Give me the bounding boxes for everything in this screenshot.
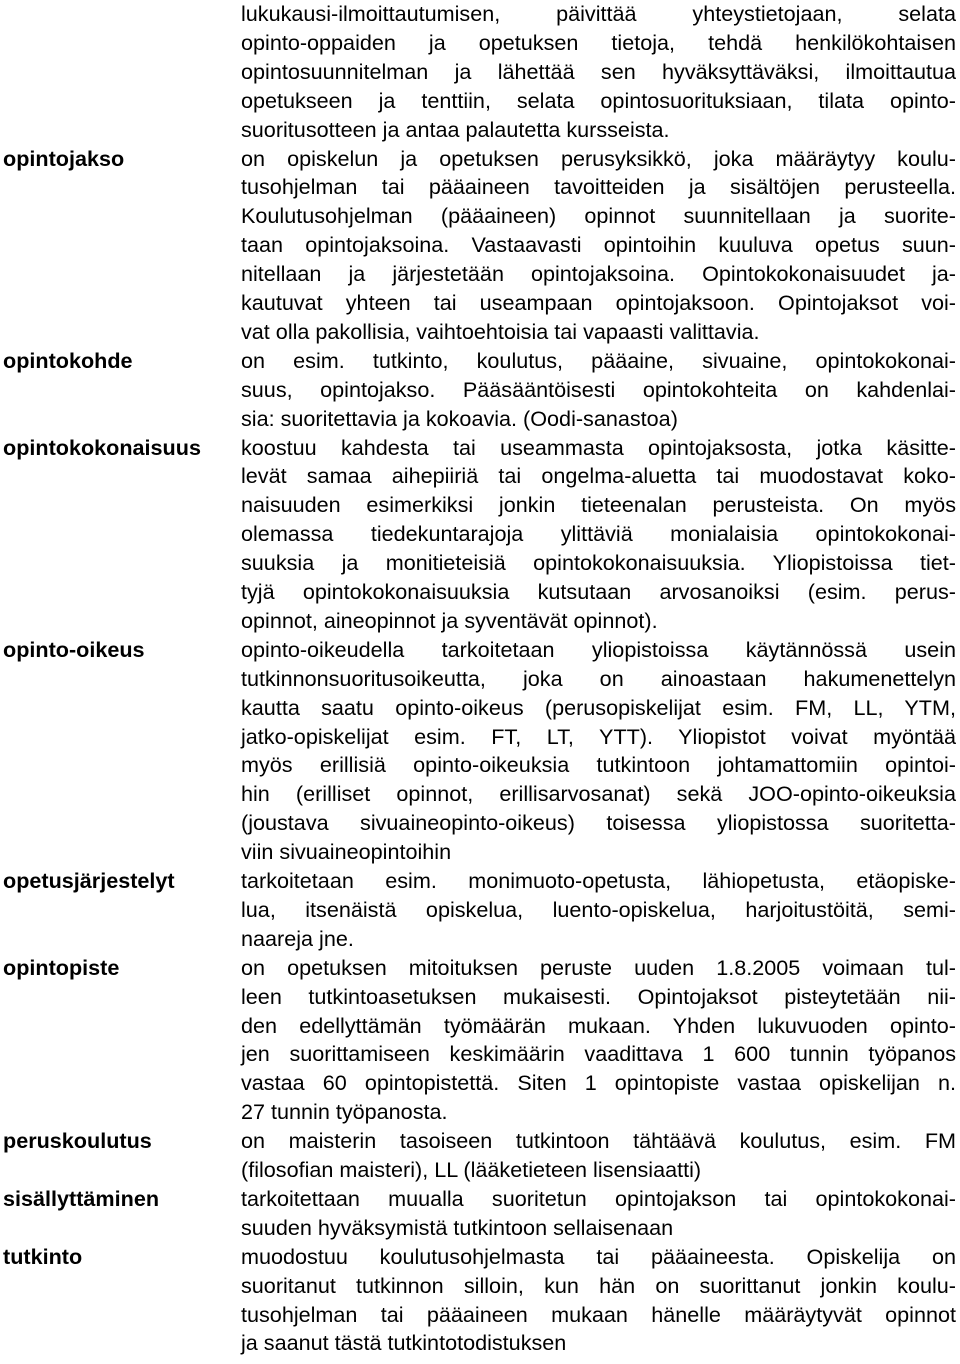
glossary-definition-line: viin sivuaineopintoihin: [241, 839, 452, 865]
glossary-definition-line: nitellaan ja järjestetään opintojaksoina. Opintokokonaisuudet ja-: [241, 261, 956, 287]
continuation-line: opetukseen ja tenttiin, selata opintosuorituksiaan, tilata opinto-: [241, 87, 956, 113]
glossary-definition-line: suoritanut tutkinnon silloin, kun hän on suorittanut jonkin koulu-: [241, 1272, 956, 1298]
glossary-definition-line: vastaa 60 opintopistettä. Siten 1 opintopiste vastaa opiskelijan n.: [241, 1070, 956, 1096]
glossary-term: opinto-oikeus: [3, 636, 145, 662]
glossary-definition-line: suuksia ja monitieteisiä opintokokonaisuuksia. Yliopistoissa tiet-: [241, 550, 956, 576]
glossary-definition-line: myös erillisiä opinto-oikeuksia tutkintoon johtamattomiin opintoi-: [241, 752, 956, 778]
glossary-definition-line: suus, opintojakso. Pääsääntöisesti opintokohteita on kahdenlai-: [241, 376, 956, 402]
glossary-term: opintojakso: [3, 145, 125, 171]
glossary-term: sisällyttäminen: [3, 1185, 160, 1211]
glossary-definition-line: suuden hyväksymistä tutkintoon sellaisenaan: [241, 1214, 674, 1240]
continuation-line: opintosuunnitelman ja lähettää sen hyväksyttäväksi, ilmoittautua: [241, 58, 956, 84]
glossary-term: opetusjärjestelyt: [3, 868, 175, 893]
glossary-definition-line: kautuvat yhteen tai useampaan opintojaksoon. Opintojaksot voi-: [241, 290, 956, 315]
glossary-definition-line: kautta saatu opinto-oikeus (perusopiskelijat esim. FM, LL, YTM,: [241, 694, 956, 720]
glossary-definition-line: opinnot, aineopinnot ja syventävät opinnot).: [241, 607, 658, 633]
glossary-definition-line: levät samaa aihepiiriä tai ongelma-aluetta tai muodostavat koko-: [241, 463, 956, 489]
glossary-definition-line: olemassa tiedekuntarajoja ylittäviä monialaisia opintokokonai-: [241, 521, 956, 547]
glossary-definition-line: jatko-opiskelijat esim. FT, LT, YTT). Yliopistot voivat myöntää: [241, 723, 956, 749]
glossary-definition-line: on maisterin tasoiseen tutkintoon tähtäävä koulutus, esim. FM: [241, 1128, 956, 1154]
glossary-term: tutkinto: [3, 1243, 83, 1269]
glossary-definition-line: leen tutkintoasetuksen mukaisesti. Opintojaksot pisteytetään nii-: [241, 983, 956, 1009]
glossary-definition-line: naareja jne.: [241, 925, 354, 951]
glossary-term: opintopiste: [3, 954, 120, 980]
glossary-definition-line: tutkinnonsuoritusoikeutta, joka on ainoastaan hakumenettelyn: [241, 665, 956, 691]
continuation-line: suoritusotteen ja antaa palautetta kursseista.: [241, 116, 670, 142]
continuation-line: opinto-oppaiden ja opetuksen tietoja, tehdä henkilökohtaisen: [241, 29, 956, 55]
glossary-definition-line: opinto-oikeudella tarkoitetaan yliopistoissa käytännössä usein: [241, 636, 956, 662]
glossary-definition-line: muodostuu koulutusohjelmasta tai pääaineesta. Opiskelija on: [241, 1243, 956, 1269]
glossary-definition-line: (joustava sivuaineopinto-oikeus) toisessa yliopistossa suoritetta-: [241, 810, 956, 836]
glossary-definition-line: on opetuksen mitoituksen peruste uuden 1.8.2005 voimaan tul-: [241, 954, 956, 980]
continuation-line: lukukausi-ilmoittautumisen, päivittää yhteystietojaan, selata: [241, 1, 956, 26]
glossary-definition-line: on esim. tutkinto, koulutus, pääaine, sivuaine, opintokokonai-: [241, 347, 956, 373]
glossary-definition-line: tarkoitetaan esim. monimuoto-opetusta, lähiopetusta, etäopiske-: [241, 868, 956, 893]
glossary-term: peruskoulutus: [3, 1128, 152, 1154]
glossary-definition-line: tusohjelman tai pääaineen tavoitteiden ja sisältöjen perusteella.: [241, 174, 956, 200]
glossary-term: opintokohde: [3, 347, 133, 373]
glossary-definition-line: tyjä opintokokonaisuuksia kutsutaan arvosanoiksi (esim. perus-: [241, 579, 956, 604]
glossary-definition-line: vat olla pakollisia, vaihtoehtoisia tai vapaasti valittavia.: [241, 318, 760, 344]
glossary-definition-line: (filosofian maisteri), LL (lääketieteen lisensiaatti): [241, 1157, 702, 1182]
glossary-definition-line: 27 tunnin työpanosta.: [241, 1099, 448, 1125]
glossary-definition-line: tusohjelman tai pääaineen mukaan hänelle määräytyvät opinnot: [241, 1301, 956, 1327]
glossary-definition-line: tarkoitettaan muualla suoritetun opintojakson tai opintokokonai-: [241, 1185, 956, 1211]
glossary-definition-line: on opiskelun ja opetuksen perusyksikkö, joka määräytyy koulu-: [241, 145, 956, 171]
glossary-definition-line: den edellyttämän työmäärän mukaan. Yhden lukuvuoden opinto-: [241, 1012, 956, 1038]
glossary-definition-line: Koulutusohjelman (pääaineen) opinnot suunnitellaan ja suorite-: [241, 203, 956, 229]
glossary-definition-line: hin (erilliset opinnot, erillisarvosanat) sekä JOO-opinto-oikeuksia: [241, 781, 956, 807]
glossary-definition-line: naisuuden esimerkiksi jonkin tieteenalan perusteista. On myös: [241, 492, 956, 518]
glossary-definition-line: sia: suoritettavia ja kokoavia. (Oodi-sanastoa): [241, 405, 678, 431]
glossary-term: opintokokonaisuus: [3, 434, 201, 460]
glossary-definition-line: jen suorittamiseen keskimäärin vaadittava 1 600 tunnin työpanos: [241, 1041, 956, 1067]
glossary-definition-line: lua, itsenäistä opiskelua, luento-opiskelua, harjoitustöitä, semi-: [241, 896, 956, 922]
glossary-definition-line: taan opintojaksoina. Vastaavasti opintoihin kuuluva opetus suun-: [241, 232, 956, 258]
glossary-definition-line: koostuu kahdesta tai useammasta opintojaksosta, jotka käsitte-: [241, 434, 956, 460]
glossary-definition-line: ja saanut tästä tutkintotodistuksen: [241, 1330, 567, 1356]
